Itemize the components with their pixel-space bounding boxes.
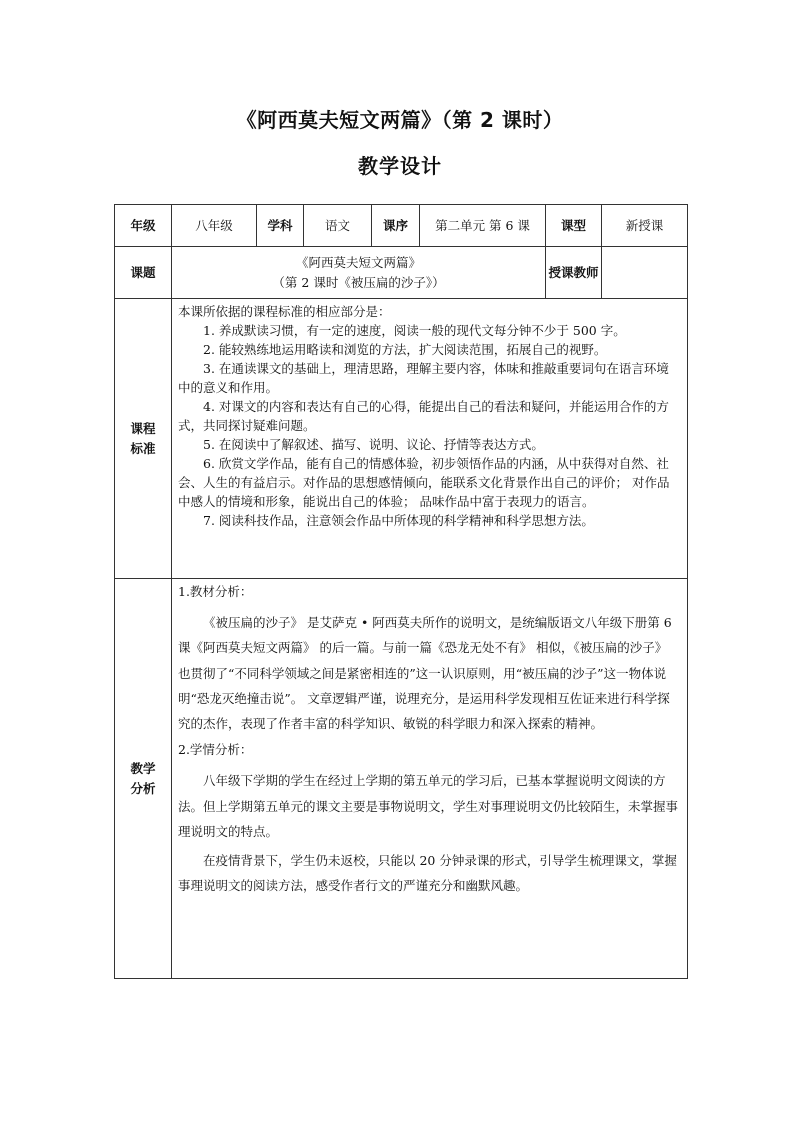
standard-item: 3. 在通读课文的基础上，理清思路，理解主要内容，体味和推敲重要词句在语言环境中的意义和作用。 (178, 361, 669, 395)
standards-label-line2: 标准 (130, 440, 156, 456)
student-text-2: 在疫情背景下，学生仍未返校，只能以 20 分钟录课的形式，引导学生梳理课文，掌握事理说明文的阅读方法，感受作者行文的严谨充分和幽默风趣。 (178, 853, 677, 894)
grade-value: 八年级 (172, 205, 257, 247)
document-title: 《阿西莫夫短文两篇》（第 2 课时） (236, 108, 564, 132)
lesson-plan-table (114, 204, 688, 979)
standard-item: 4. 对课文的内容和表达有自己的心得，能提出自己的看法和疑问，并能运用合作的方式，共同探讨疑难问题。 (178, 399, 669, 433)
standard-item: 5. 在阅读中了解叙述、描写、说明、议论、抒情等表达方式。 (203, 437, 544, 452)
standards-label (115, 299, 172, 579)
sequence-label: 课序 (372, 205, 420, 247)
standards-label-line1: 课程 (130, 420, 156, 436)
topic-row (115, 247, 688, 299)
standards-intro: 本课所依据的课程标准的相应部分是： (178, 304, 391, 319)
analysis-label (115, 579, 172, 979)
standard-item: 2. 能较熟练地运用略读和浏览的方法，扩大阅读范围，拓展自己的视野。 (203, 342, 607, 357)
analysis-row (115, 579, 688, 979)
topic-value-line1: 《阿西莫夫短文两篇》 (295, 254, 421, 270)
subject-value: 语文 (304, 205, 372, 247)
standard-item: 7. 阅读科技作品，注意领会作品中所体现的科学精神和科学思想方法。 (203, 513, 594, 528)
material-heading: 1.教材分析： (178, 584, 253, 599)
analysis-content (172, 579, 688, 979)
topic-value (172, 247, 546, 299)
type-label: 课型 (546, 205, 602, 247)
material-text: 《被压扁的沙子》 是艾萨克 • 阿西莫夫所作的说明文，是统编版语文八年级下册第 6 课《阿西莫夫短文两篇》 的后一篇。与前一篇《恐龙无处不有》 相似，《被压扁的沙子》 也贯彻了“不同科学领域之间是紧密相连的”这一认识原则，用“被压扁的沙子”这一物体说明“恐龙灭绝撞击说”。 文章逻辑严谨，说理充分，是运用科学发现相互佐证来进行科学探究的杰作，表现了作者丰富的科学知识、敏锐的科学眼力和深入探索的精神。 (178, 615, 672, 731)
info-row (115, 205, 688, 247)
standard-item: 1. 养成默读习惯，有一定的速度，阅读一般的现代文每分钟不少于 500 字。 (203, 323, 626, 338)
student-text-1: 八年级下学期的学生在经过上学期的第五单元的学习后，已基本掌握说明文阅读的方法。但上学期第五单元的课文主要是事物说明文，学生对事理说明文仍比较陌生，未掌握事理说明文的特点。 (178, 773, 679, 839)
type-value: 新授课 (602, 205, 688, 247)
student-heading: 2.学情分析： (178, 742, 253, 758)
topic-label: 课题 (115, 247, 172, 299)
subject-label: 学科 (257, 205, 304, 247)
document-subtitle: 教学设计 (358, 154, 442, 178)
analysis-label-line1: 教学 (130, 760, 156, 776)
teacher-value (602, 247, 688, 299)
standard-item: 6. 欣赏文学作品，能有自己的情感体验，初步领悟作品的内涵，从中获得对自然、社会、人生的有益启示。对作品的思想感情倾向，能联系文化背景作出自己的评价； 对作品中感人的情境和形象，能说出自己的体验； 品味作品中富于表现力的语言。 (178, 456, 670, 509)
grade-label: 年级 (115, 205, 172, 247)
teacher-label: 授课教师 (546, 247, 602, 299)
standards-row (115, 299, 688, 579)
standards-content (172, 299, 688, 579)
topic-value-line2: （第 2 课时《被压扁的沙子》） (272, 274, 445, 290)
sequence-value: 第二单元 第 6 课 (420, 205, 546, 247)
analysis-label-line2: 分析 (130, 780, 156, 796)
